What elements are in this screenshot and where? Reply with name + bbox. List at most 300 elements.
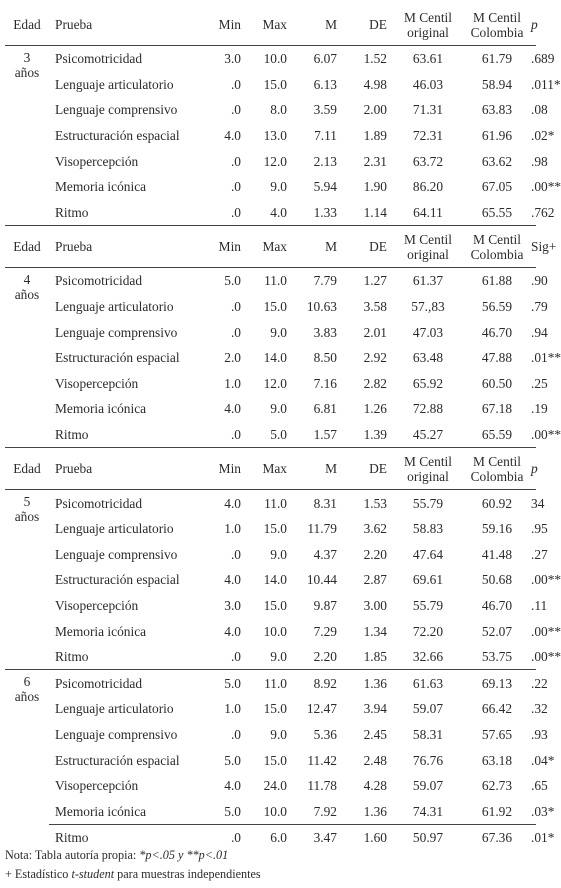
min-cell: 5.0	[224, 273, 241, 289]
header-m-centil-original-line1: M Centil	[404, 9, 452, 25]
prueba-cell: Lenguaje comprensivo	[55, 102, 178, 118]
col-cell: 63.18	[481, 752, 513, 768]
col-cell: 61.96	[481, 128, 513, 144]
p-cell: .22	[531, 675, 548, 691]
max-cell: 8.0	[270, 102, 287, 118]
orig-cell: 59.07	[412, 701, 444, 717]
prueba-cell: Psicomotricidad	[55, 675, 143, 691]
col-cell: 63.62	[481, 153, 513, 169]
table-row	[5, 200, 536, 226]
prueba-cell: Memoria icónica	[55, 803, 147, 819]
col-cell: 46.70	[481, 324, 513, 340]
max-cell: 12.0	[263, 153, 287, 169]
max-cell: 11.0	[264, 675, 287, 691]
prueba-cell: Visopercepción	[55, 375, 139, 391]
de-cell: 1.85	[363, 649, 387, 665]
header-edad: Edad	[5, 226, 49, 268]
age-group-cell	[5, 46, 49, 226]
min-cell: 3.0	[224, 597, 241, 613]
m-cell: 11.42	[307, 752, 337, 768]
orig-cell: 61.63	[412, 675, 444, 691]
header-max: Max	[245, 226, 293, 268]
table-row	[5, 773, 536, 799]
age-group-cell	[5, 670, 49, 851]
prueba-cell: Psicomotricidad	[55, 51, 143, 67]
col-cell: 67.05	[481, 179, 513, 195]
orig-cell: 47.03	[412, 324, 444, 340]
header-m-centil-original	[393, 226, 463, 268]
min-cell: 2.0	[224, 350, 241, 366]
p-cell: .32	[531, 701, 548, 717]
table-row	[5, 798, 536, 824]
p-cell: .11	[531, 597, 548, 613]
de-cell: 2.87	[363, 572, 387, 588]
table-row	[5, 644, 536, 670]
min-cell: .0	[230, 427, 241, 443]
table-row	[5, 618, 536, 644]
col-cell: 58.94	[481, 76, 513, 92]
table-row	[5, 670, 536, 696]
orig-cell: 32.66	[412, 649, 444, 665]
p-cell: .00**	[531, 623, 561, 639]
orig-cell: 55.79	[412, 495, 444, 511]
table-row	[5, 319, 536, 345]
p-cell: .00**	[531, 179, 561, 195]
prueba-cell: Memoria icónica	[55, 401, 147, 417]
m-cell: 12.47	[306, 701, 337, 717]
age-value: 5	[23, 494, 31, 510]
de-cell: 3.58	[363, 299, 387, 315]
prueba-cell: Ritmo	[55, 204, 89, 220]
de-cell: 3.94	[363, 701, 387, 717]
max-cell: 9.0	[270, 324, 287, 340]
orig-cell: 46.03	[412, 76, 444, 92]
age-value: 3	[23, 50, 31, 65]
prueba-cell: Visopercepción	[55, 597, 139, 613]
de-cell: 1.89	[363, 128, 387, 144]
header-max: Max	[245, 4, 293, 46]
prueba-cell: Ritmo	[55, 649, 89, 665]
de-cell: 2.20	[363, 546, 387, 562]
header-m-centil-colombia-line2: Colombia	[470, 246, 524, 262]
table-row	[5, 345, 536, 371]
prueba-cell: Memoria icónica	[55, 179, 147, 195]
col-cell: 62.73	[481, 778, 513, 794]
m-cell: 6.07	[313, 51, 337, 67]
m-cell: 9.87	[313, 597, 337, 613]
p-cell: .27	[531, 546, 548, 562]
header-prueba: Prueba	[49, 4, 205, 46]
m-cell: 2.13	[313, 153, 337, 169]
significance-note	[5, 846, 261, 865]
min-cell: 3.0	[224, 51, 241, 67]
header-m-centil-original-line2: original	[407, 24, 449, 40]
min-cell: 1.0	[224, 375, 241, 391]
p-cell: .93	[531, 726, 548, 742]
max-cell: 9.0	[270, 649, 287, 665]
max-cell: 15.0	[263, 299, 287, 315]
col-cell: 60.92	[481, 495, 513, 511]
header-min: Min	[205, 4, 245, 46]
header-edad: Edad	[5, 448, 49, 490]
table-row	[5, 268, 536, 294]
min-cell: .0	[230, 153, 241, 169]
prueba-cell: Lenguaje articulatorio	[55, 76, 174, 92]
header-de: DE	[345, 4, 393, 46]
header-m-centil-original-line1: M Centil	[404, 453, 452, 469]
max-cell: 14.0	[263, 572, 287, 588]
min-cell: 5.0	[224, 752, 241, 768]
prueba-cell: Lenguaje articulatorio	[55, 299, 174, 315]
table-row	[5, 696, 536, 722]
m-cell: 8.92	[313, 675, 337, 691]
min-cell: 1.0	[224, 701, 241, 717]
orig-cell: 57.,83	[411, 299, 445, 315]
max-cell: 6.0	[270, 830, 287, 846]
max-cell: 9.0	[270, 546, 287, 562]
table-row	[5, 97, 536, 123]
orig-cell: 63.61	[412, 51, 444, 67]
de-cell: 2.48	[363, 752, 387, 768]
header-m: M	[293, 448, 345, 490]
min-cell: 5.0	[224, 675, 241, 691]
p-cell: .01**	[531, 350, 561, 366]
p-cell: 34	[531, 495, 545, 511]
note-prefix: Nota: Tabla autoría propia:	[5, 848, 140, 862]
p-cell: .00**	[531, 572, 561, 588]
header-m-centil-original	[393, 4, 463, 46]
min-cell: 4.0	[224, 128, 241, 144]
max-cell: 5.0	[270, 427, 287, 443]
statistic-note	[5, 865, 261, 884]
orig-cell: 47.64	[412, 546, 444, 562]
max-cell: 15.0	[263, 701, 287, 717]
table-row	[5, 490, 536, 516]
m-cell: 7.16	[313, 375, 337, 391]
col-cell: 61.79	[481, 51, 513, 67]
max-cell: 4.0	[270, 204, 287, 220]
header-m-centil-colombia	[463, 226, 531, 268]
orig-cell: 72.31	[412, 128, 444, 144]
header-m-centil-colombia	[463, 448, 531, 490]
min-cell: 4.0	[224, 572, 241, 588]
de-cell: 1.26	[363, 401, 387, 417]
prueba-cell: Lenguaje comprensivo	[55, 546, 178, 562]
p-cell: .00**	[531, 649, 561, 665]
de-cell: 1.14	[363, 204, 387, 220]
de-cell: 1.60	[363, 830, 387, 846]
orig-cell: 86.20	[412, 179, 444, 195]
header-min: Min	[205, 226, 245, 268]
age-unit: años	[14, 689, 40, 705]
p-cell: .689	[531, 51, 555, 67]
p-cell: .98	[531, 153, 548, 169]
table-row	[5, 422, 536, 448]
age-unit: años	[14, 65, 40, 80]
col-cell: 46.70	[481, 597, 513, 613]
orig-cell: 59.07	[412, 778, 444, 794]
prueba-cell: Estructuración espacial	[55, 350, 180, 366]
de-cell: 1.34	[363, 623, 387, 639]
results-table	[5, 4, 561, 851]
col-cell: 65.55	[481, 204, 513, 220]
min-cell: .0	[230, 324, 241, 340]
de-cell: 2.01	[363, 324, 387, 340]
header-m-centil-colombia-line1: M Centil	[473, 231, 521, 247]
table-row	[5, 148, 536, 174]
prueba-cell: Lenguaje articulatorio	[55, 521, 174, 537]
header-m-centil-original-line2: original	[407, 468, 449, 484]
max-cell: 15.0	[263, 597, 287, 613]
p-cell: .19	[531, 401, 548, 417]
table-row	[5, 567, 536, 593]
m-cell: 3.83	[313, 324, 337, 340]
prueba-cell: Lenguaje articulatorio	[55, 701, 174, 717]
min-cell: .0	[230, 204, 241, 220]
prueba-cell: Memoria icónica	[55, 623, 147, 639]
m-cell: 5.94	[313, 179, 337, 195]
de-cell: 1.36	[363, 675, 387, 691]
p-cell: .011*	[531, 76, 561, 92]
m-cell: 6.81	[313, 401, 337, 417]
de-cell: 4.98	[363, 76, 387, 92]
table-row	[5, 46, 536, 72]
prueba-cell: Psicomotricidad	[55, 495, 143, 511]
m-cell: 2.20	[313, 649, 337, 665]
col-cell: 67.18	[481, 401, 513, 417]
min-cell: .0	[230, 649, 241, 665]
header-m-centil-colombia-line1: M Centil	[473, 9, 521, 25]
col-cell: 69.13	[481, 675, 513, 691]
max-cell: 10.0	[263, 51, 287, 67]
de-cell: 3.00	[363, 597, 387, 613]
header-m-centil-colombia-line2: Colombia	[470, 468, 524, 484]
min-cell: .0	[230, 102, 241, 118]
m-cell: 11.79	[307, 521, 337, 537]
table-row	[5, 294, 536, 320]
m-cell: 3.59	[313, 102, 337, 118]
de-cell: 2.45	[363, 726, 387, 742]
min-cell: 5.0	[224, 803, 241, 819]
header-row	[5, 4, 536, 46]
header-de: DE	[345, 226, 393, 268]
orig-cell: 63.48	[412, 350, 444, 366]
table-row	[5, 72, 536, 98]
de-cell: 4.28	[363, 778, 387, 794]
header-edad: Edad	[5, 4, 49, 46]
m-cell: 1.57	[313, 427, 337, 443]
m-cell: 11.78	[307, 778, 337, 794]
col-cell: 60.50	[481, 375, 513, 391]
table-row	[5, 593, 536, 619]
table-row	[5, 371, 536, 397]
m-cell: 5.36	[313, 726, 337, 742]
min-cell: 1.0	[224, 521, 241, 537]
col-cell: 61.92	[481, 803, 513, 819]
prueba-cell: Visopercepción	[55, 153, 139, 169]
results-table-body	[5, 4, 561, 851]
table-notes	[5, 846, 261, 884]
min-cell: 4.0	[224, 495, 241, 511]
orig-cell: 76.76	[412, 752, 444, 768]
age-unit: años	[14, 509, 40, 525]
p-cell: .00**	[531, 427, 561, 443]
max-cell: 10.0	[263, 623, 287, 639]
max-cell: 9.0	[270, 401, 287, 417]
max-cell: 15.0	[263, 521, 287, 537]
age-group-cell	[5, 268, 49, 448]
header-row	[5, 448, 536, 490]
header-row	[5, 226, 536, 268]
header-m-centil-colombia	[463, 4, 531, 46]
header-p: p	[531, 448, 536, 490]
orig-cell: 61.37	[412, 273, 444, 289]
col-cell: 63.83	[481, 102, 513, 118]
orig-cell: 74.31	[412, 803, 444, 819]
de-cell: 1.27	[363, 273, 387, 289]
header-m-centil-colombia-line2: Colombia	[470, 24, 524, 40]
col-cell: 47.88	[481, 350, 513, 366]
p-cell: .90	[531, 273, 548, 289]
min-cell: .0	[230, 299, 241, 315]
table-row	[5, 396, 536, 422]
de-cell: 1.36	[363, 803, 387, 819]
p-cell: .762	[531, 204, 555, 220]
orig-cell: 65.92	[412, 375, 444, 391]
header-prueba: Prueba	[49, 226, 205, 268]
col-cell: 56.59	[481, 299, 513, 315]
m-cell: 1.33	[313, 204, 337, 220]
de-cell: 2.92	[363, 350, 387, 366]
table-row	[5, 123, 536, 149]
header-de: DE	[345, 448, 393, 490]
m-cell: 10.63	[306, 299, 337, 315]
max-cell: 10.0	[263, 803, 287, 819]
header-p: Sig+	[531, 226, 536, 268]
statistic-note-prefix: + Estadístico	[5, 867, 72, 881]
max-cell: 15.0	[263, 752, 287, 768]
age-unit: años	[14, 287, 40, 303]
min-cell: 4.0	[224, 778, 241, 794]
m-cell: 7.92	[313, 803, 337, 819]
orig-cell: 55.79	[412, 597, 444, 613]
header-m: M	[293, 226, 345, 268]
m-cell: 4.37	[313, 546, 337, 562]
max-cell: 9.0	[270, 179, 287, 195]
header-m: M	[293, 4, 345, 46]
orig-cell: 50.97	[412, 830, 444, 846]
note-significance-levels: *p<.05 y **p<.01	[139, 848, 229, 862]
p-cell: .03*	[531, 803, 555, 819]
col-cell: 61.88	[481, 273, 513, 289]
de-cell: 1.39	[363, 427, 387, 443]
min-cell: .0	[230, 726, 241, 742]
orig-cell: 72.20	[412, 623, 444, 639]
min-cell: .0	[230, 830, 241, 846]
max-cell: 13.0	[263, 128, 287, 144]
p-cell: .25	[531, 375, 548, 391]
header-prueba: Prueba	[49, 448, 205, 490]
prueba-cell: Ritmo	[55, 830, 89, 846]
header-m-centil-colombia-line1: M Centil	[473, 453, 521, 469]
de-cell: 3.62	[363, 521, 387, 537]
header-m-centil-original	[393, 448, 463, 490]
m-cell: 7.79	[313, 273, 337, 289]
max-cell: 14.0	[263, 350, 287, 366]
header-p: p	[531, 4, 536, 46]
col-cell: 53.75	[481, 649, 513, 665]
col-cell: 41.48	[481, 546, 513, 562]
de-cell: 2.00	[363, 102, 387, 118]
col-cell: 50.68	[481, 572, 513, 588]
prueba-cell: Estructuración espacial	[55, 752, 180, 768]
max-cell: 11.0	[264, 273, 287, 289]
m-cell: 3.47	[313, 830, 337, 846]
orig-cell: 71.31	[412, 102, 444, 118]
min-cell: .0	[230, 546, 241, 562]
orig-cell: 72.88	[412, 401, 444, 417]
table-row	[5, 542, 536, 568]
de-cell: 1.90	[363, 179, 387, 195]
statistic-test-name: t-student	[71, 867, 115, 881]
orig-cell: 64.11	[413, 204, 443, 220]
p-cell: .94	[531, 324, 548, 340]
prueba-cell: Lenguaje comprensivo	[55, 726, 178, 742]
min-cell: .0	[230, 76, 241, 92]
max-cell: 9.0	[270, 726, 287, 742]
header-max: Max	[245, 448, 293, 490]
de-cell: 2.82	[363, 375, 387, 391]
table-row	[5, 722, 536, 748]
orig-cell: 69.61	[412, 572, 444, 588]
p-cell: .04*	[531, 752, 555, 768]
m-cell: 8.50	[313, 350, 337, 366]
de-cell: 1.53	[363, 495, 387, 511]
max-cell: 12.0	[263, 375, 287, 391]
col-cell: 67.36	[481, 830, 513, 846]
max-cell: 24.0	[263, 778, 287, 794]
p-cell: .01*	[531, 830, 555, 846]
m-cell: 6.13	[313, 76, 337, 92]
table-row	[5, 516, 536, 542]
age-value: 4	[23, 272, 31, 288]
m-cell: 10.44	[306, 572, 337, 588]
orig-cell: 58.83	[412, 521, 444, 537]
col-cell: 59.16	[481, 521, 513, 537]
prueba-cell: Estructuración espacial	[55, 572, 180, 588]
de-cell: 2.31	[363, 153, 387, 169]
max-cell: 15.0	[263, 76, 287, 92]
col-cell: 65.59	[481, 427, 513, 443]
p-cell: .95	[531, 521, 548, 537]
header-m-centil-original-line1: M Centil	[404, 231, 452, 247]
table-row	[5, 174, 536, 200]
max-cell: 11.0	[264, 495, 287, 511]
prueba-cell: Ritmo	[55, 427, 89, 443]
col-cell: 66.42	[481, 701, 513, 717]
header-m-centil-original-line2: original	[407, 246, 449, 262]
table-row	[5, 747, 536, 773]
p-cell: .02*	[531, 128, 555, 144]
orig-cell: 63.72	[412, 153, 444, 169]
m-cell: 8.31	[313, 495, 337, 511]
header-min: Min	[205, 448, 245, 490]
min-cell: .0	[230, 179, 241, 195]
p-cell: .79	[531, 299, 548, 315]
orig-cell: 45.27	[412, 427, 444, 443]
min-cell: 4.0	[224, 401, 241, 417]
statistic-note-suffix: para muestras independientes	[114, 867, 261, 881]
